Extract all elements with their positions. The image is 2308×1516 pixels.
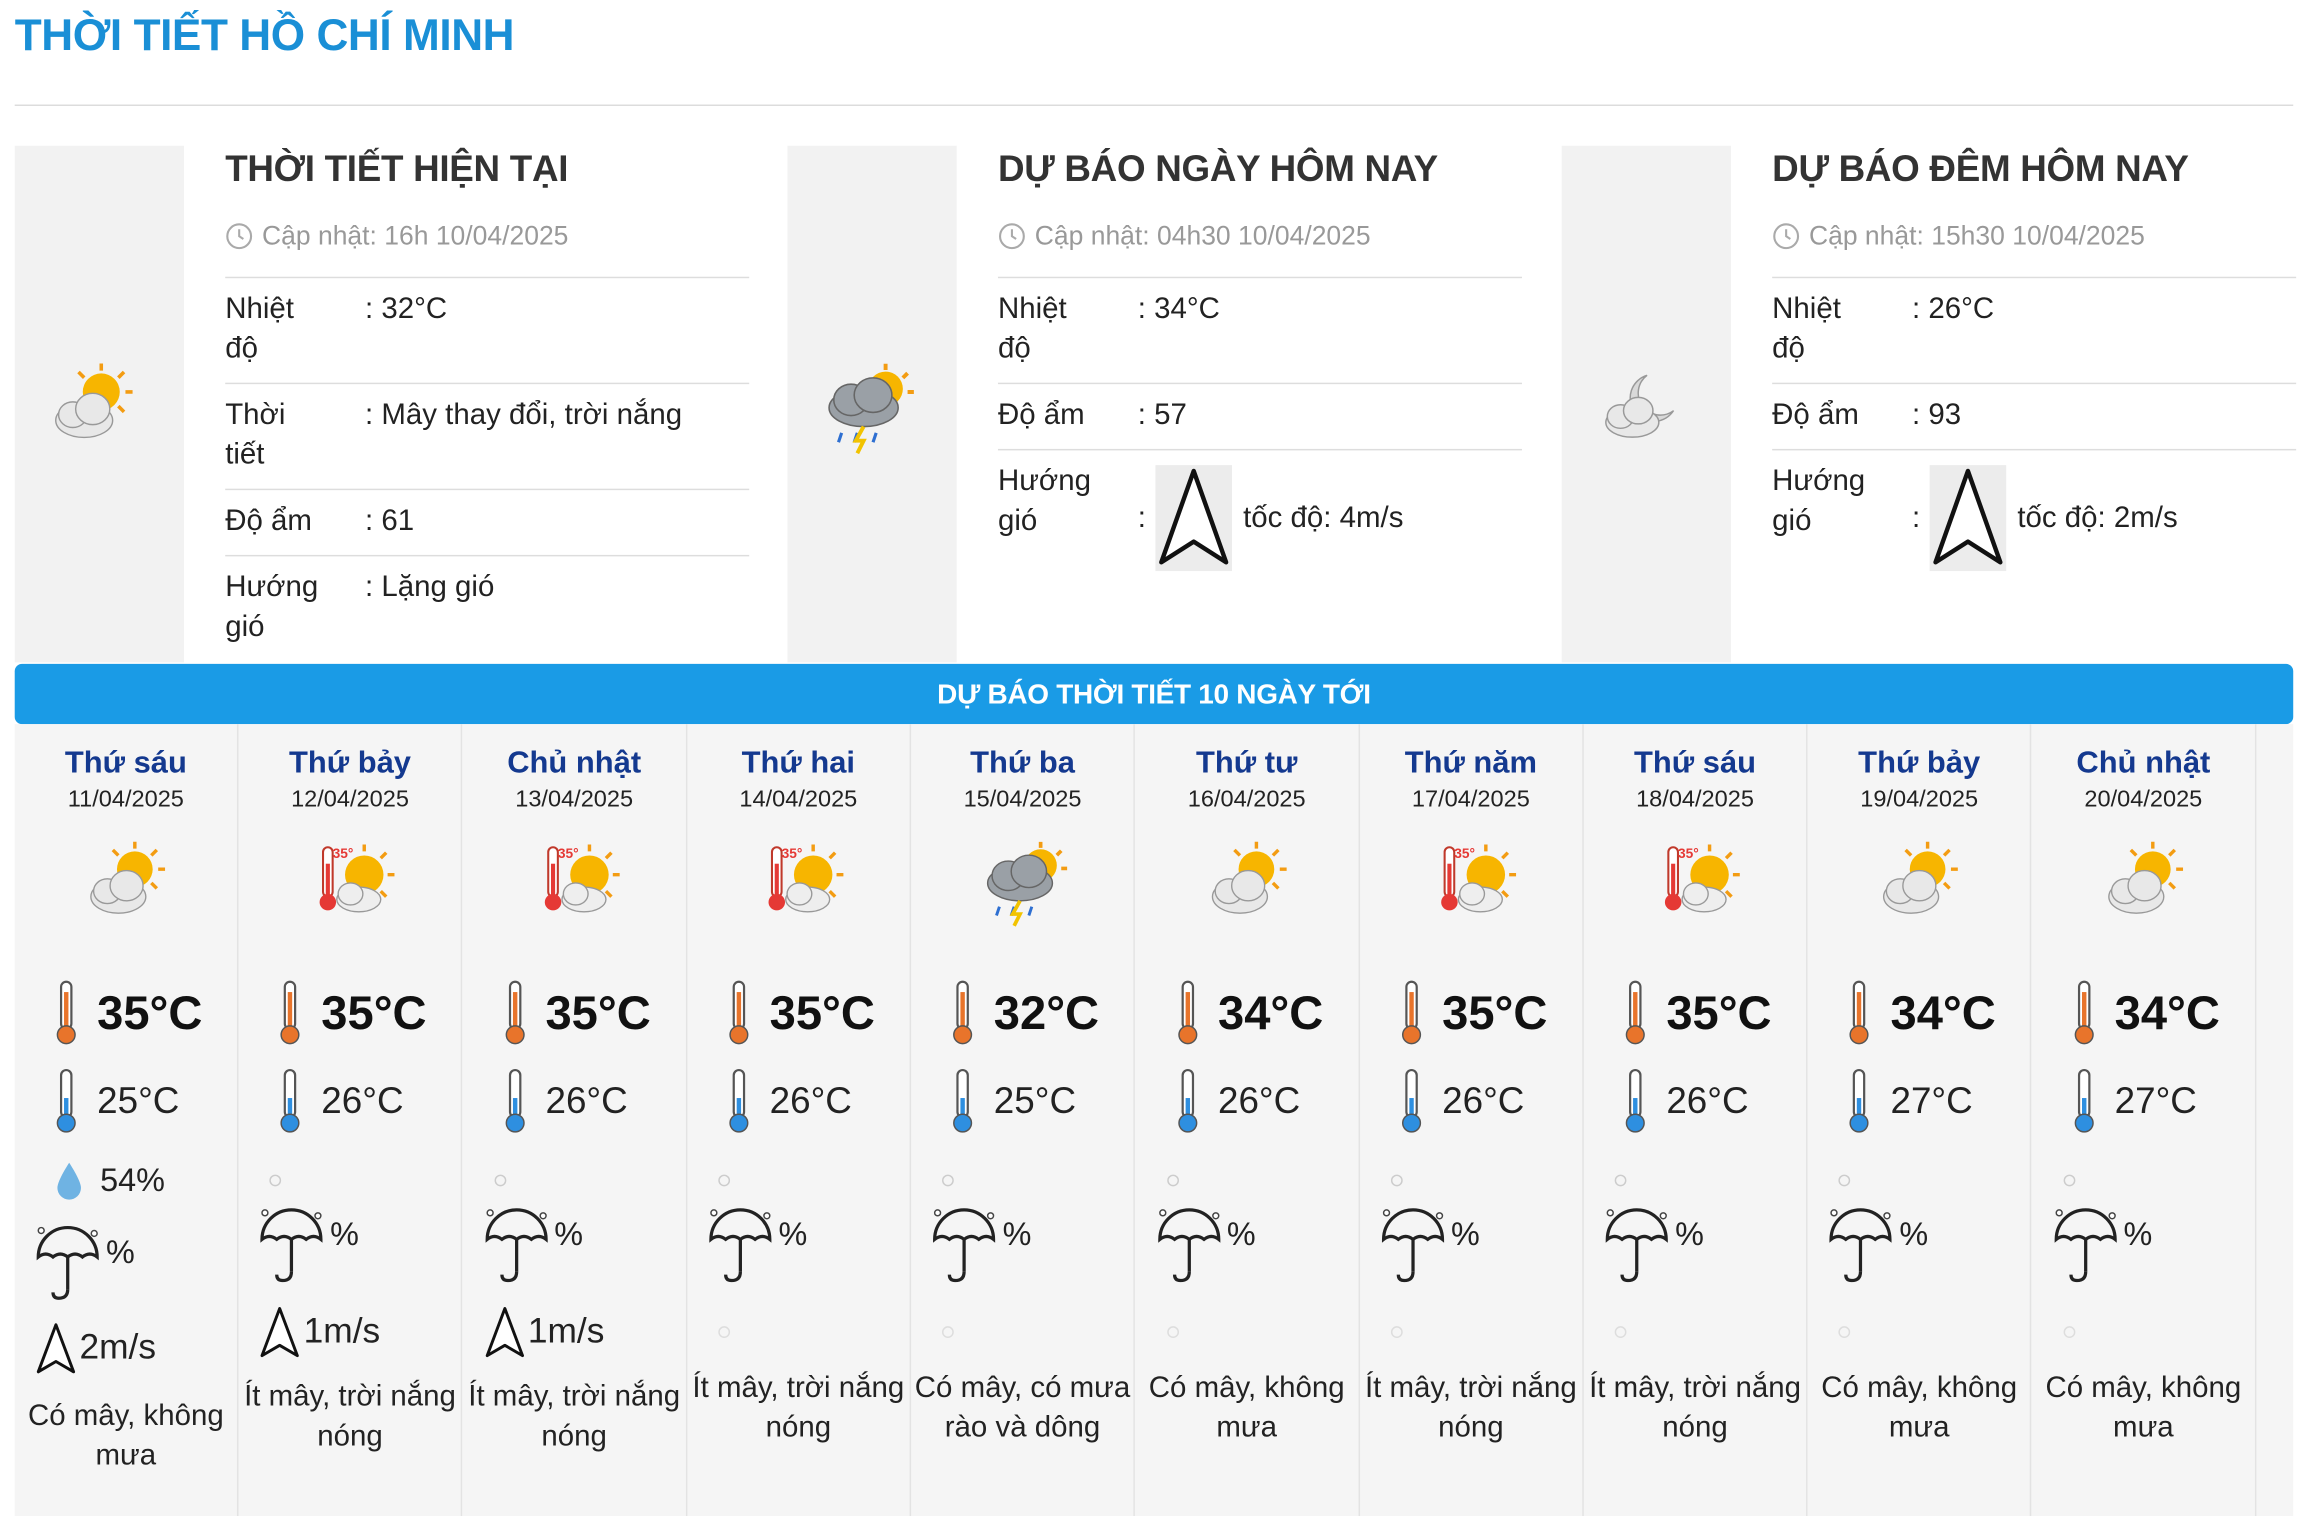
high-temp-value: 35°C xyxy=(321,985,427,1039)
low-temperature xyxy=(1625,1069,1748,1134)
rain-chance-value: % xyxy=(1002,1215,1032,1253)
thermometer-hot-icon xyxy=(504,980,525,1045)
rain-chance xyxy=(481,1204,583,1289)
forecast-day-column xyxy=(239,724,463,1516)
ten-day-forecast-header: DỰ BÁO THỜI TIẾT 10 NGÀY TỚI xyxy=(15,664,2294,724)
low-temp-value: 26°C xyxy=(1666,1079,1749,1121)
low-temperature xyxy=(1401,1069,1524,1134)
day-name: Thứ tư xyxy=(1195,746,1298,781)
forecast-day-column xyxy=(1584,724,1808,1516)
forecast-day-column xyxy=(15,724,239,1516)
high-temp-value: 35°C xyxy=(1442,985,1548,1039)
rain-chance-value: % xyxy=(105,1233,135,1271)
thunderstorm-icon xyxy=(982,839,1070,935)
current-weather-icon-panel xyxy=(15,146,184,663)
hot-sun-icon xyxy=(1430,839,1518,929)
high-temperature xyxy=(280,980,426,1045)
day-name: Thứ ba xyxy=(970,746,1075,781)
thermometer-cold-icon xyxy=(1625,1069,1646,1134)
low-temperature xyxy=(504,1069,627,1134)
wind-placeholder-icon xyxy=(1391,1326,1403,1338)
high-temp-value: 32°C xyxy=(993,985,1100,1039)
day-name: Thứ năm xyxy=(1404,746,1538,781)
day-date: 15/04/2025 xyxy=(963,787,1082,813)
water-drop-icon xyxy=(53,1160,85,1201)
wind-direction-arrow-icon xyxy=(259,1306,300,1359)
update-time xyxy=(225,218,749,253)
card-title: DỰ BÁO NGÀY HÔM NAY xyxy=(997,148,1438,190)
low-temp-value: 27°C xyxy=(1890,1079,1973,1121)
wind-placeholder-icon xyxy=(1166,1326,1178,1338)
wind-placeholder-icon xyxy=(718,1326,730,1338)
row-label: Nhiệt độ xyxy=(225,292,294,366)
day-date: 12/04/2025 xyxy=(291,787,409,813)
high-temp-value: 35°C xyxy=(545,985,651,1039)
rain-chance-value: % xyxy=(2123,1215,2153,1253)
row-value: : 34°C xyxy=(1137,292,1220,326)
temperature-row xyxy=(998,278,1522,384)
humidity-placeholder-icon xyxy=(1839,1175,1851,1187)
wind-direction-arrow-icon xyxy=(35,1322,76,1375)
humidity-row xyxy=(998,384,1522,450)
rain-chance xyxy=(705,1204,807,1289)
thermometer-cold-icon xyxy=(1177,1069,1198,1134)
wind-colon: : xyxy=(1137,501,1146,534)
rain-chance-value: % xyxy=(1226,1215,1256,1253)
high-temp-value: 34°C xyxy=(1217,985,1324,1039)
wind-speed: tốc độ: 2m/s xyxy=(2017,501,2178,534)
rain-chance xyxy=(1153,1204,1255,1289)
thermometer-cold-icon xyxy=(1849,1069,1870,1134)
low-temperature xyxy=(728,1069,851,1134)
rain-chance xyxy=(1377,1204,1479,1289)
row-label: Nhiệt độ xyxy=(1772,292,1841,366)
today-icon-panel xyxy=(787,146,956,663)
high-temperature xyxy=(728,980,874,1045)
rain-chance xyxy=(929,1204,1031,1289)
thermometer-cold-icon xyxy=(504,1069,525,1134)
ten-day-forecast-grid xyxy=(15,724,2294,1516)
tonight-icon-panel xyxy=(1562,146,1731,663)
rain-chance xyxy=(257,1204,359,1289)
low-temp-value: 26°C xyxy=(545,1079,628,1121)
partly-cloudy-sun-icon xyxy=(1879,839,1961,929)
humidity-placeholder-icon xyxy=(1166,1175,1178,1187)
svg-text:35°: 35° xyxy=(781,846,803,862)
day-date: 17/04/2025 xyxy=(1411,787,1530,813)
wind-placeholder-icon xyxy=(1615,1326,1627,1338)
wind-speed xyxy=(484,1306,605,1359)
update-time-text: Cập nhật: 04h30 10/04/2025 xyxy=(1034,220,1371,250)
humidity-placeholder-icon xyxy=(1391,1175,1403,1187)
hot-sun-icon xyxy=(534,839,622,929)
forecast-day-column xyxy=(1360,724,1584,1516)
day-name: Thứ sáu xyxy=(1634,746,1757,781)
update-time xyxy=(998,218,1522,253)
row-value: : 32°C xyxy=(365,292,448,326)
wind-row xyxy=(998,450,1522,582)
rain-chance xyxy=(1602,1204,1704,1289)
low-temperature xyxy=(1177,1069,1300,1134)
rain-chance-value: % xyxy=(1450,1215,1480,1253)
weather-description: Ít mây, trời nắng nóng xyxy=(1364,1371,1577,1444)
day-name: Thứ sáu xyxy=(64,746,187,781)
clock-icon xyxy=(225,222,253,250)
humidity-row xyxy=(1772,384,2296,450)
wind-speed: tốc độ: 4m/s xyxy=(1243,501,1404,534)
thermometer-cold-icon xyxy=(1401,1069,1422,1134)
humidity-placeholder-icon xyxy=(942,1175,954,1187)
thermometer-cold-icon xyxy=(2073,1069,2094,1134)
update-time-text: Cập nhật: 15h30 10/04/2025 xyxy=(1808,220,2145,250)
row-label: Hướng gió xyxy=(1772,465,1866,538)
wind-placeholder-icon xyxy=(1839,1326,1851,1338)
high-temperature xyxy=(56,980,202,1045)
high-temp-value: 35°C xyxy=(769,985,875,1039)
wind-row xyxy=(1772,450,2296,582)
svg-text:35°: 35° xyxy=(333,846,354,862)
humidity xyxy=(53,1160,165,1201)
row-value: : 26°C xyxy=(1911,292,1995,326)
low-temperature xyxy=(1849,1069,1972,1134)
high-temperature xyxy=(1849,980,1995,1045)
high-temperature xyxy=(1177,980,1323,1045)
high-temp-value: 35°C xyxy=(1666,985,1772,1039)
thermometer-hot-icon xyxy=(953,980,974,1045)
umbrella-icon xyxy=(929,1204,1000,1289)
temperature-row xyxy=(225,278,749,384)
high-temperature xyxy=(953,980,1099,1045)
wind-colon: : xyxy=(1911,501,1921,534)
page-title: THỜI TIẾT HỒ CHÍ MINH xyxy=(14,11,515,61)
thermometer-hot-icon xyxy=(1401,980,1422,1045)
wind-direction-arrow-icon xyxy=(484,1306,525,1359)
hot-sun-icon xyxy=(310,839,398,929)
weather-description: Ít mây, trời nắng nóng xyxy=(244,1380,456,1453)
hot-sun-icon xyxy=(1655,839,1743,929)
row-label: Hướng gió xyxy=(225,571,319,644)
low-temp-value: 26°C xyxy=(1217,1079,1301,1121)
weather-description: Ít mây, trời nắng nóng xyxy=(1589,1371,1801,1444)
humidity-placeholder-icon xyxy=(1615,1175,1627,1187)
row-label: Thời tiết xyxy=(225,398,286,472)
umbrella-icon xyxy=(1377,1204,1448,1289)
humidity-placeholder-icon xyxy=(270,1175,282,1187)
day-date: 14/04/2025 xyxy=(739,787,858,813)
wind-speed xyxy=(259,1306,380,1359)
thermometer-hot-icon xyxy=(2073,980,2094,1045)
card-title: DỰ BÁO ĐÊM HÔM NAY xyxy=(1772,148,2189,190)
forecast-day-column xyxy=(2032,724,2256,1516)
thermometer-hot-icon xyxy=(1625,980,1646,1045)
row-label: Độ ẩm xyxy=(1772,398,1859,432)
low-temperature xyxy=(953,1069,1076,1134)
card-title: THỜI TIẾT HIỆN TẠI xyxy=(225,148,569,190)
low-temperature xyxy=(56,1069,179,1134)
temperature-row xyxy=(1772,278,2296,384)
day-date: 16/04/2025 xyxy=(1187,787,1306,813)
high-temp-value: 34°C xyxy=(2114,985,2220,1039)
partly-cloudy-sun-icon xyxy=(50,361,135,446)
humidity-placeholder-icon xyxy=(2063,1175,2075,1187)
low-temp-value: 26°C xyxy=(1442,1079,1525,1121)
umbrella-icon xyxy=(1602,1204,1673,1289)
umbrella-icon xyxy=(1153,1204,1224,1289)
wind-row xyxy=(225,556,749,661)
tonight-forecast-card xyxy=(1562,146,2308,663)
thermometer-hot-icon xyxy=(280,980,301,1045)
low-temperature xyxy=(2073,1069,2196,1134)
rain-chance xyxy=(1826,1204,1928,1289)
current-weather-card xyxy=(15,146,773,663)
umbrella-icon xyxy=(32,1222,103,1307)
high-temperature xyxy=(1625,980,1771,1045)
umbrella-icon xyxy=(2050,1204,2121,1289)
row-value: : Lặng gió xyxy=(365,571,495,604)
day-date: 18/04/2025 xyxy=(1636,787,1754,813)
high-temperature xyxy=(1401,980,1547,1045)
low-temp-value: 26°C xyxy=(769,1079,852,1121)
weather-description: Có mây, không mưa xyxy=(27,1399,224,1472)
high-temp-value: 34°C xyxy=(1890,985,1996,1039)
wind-speed-value: 1m/s xyxy=(527,1311,605,1352)
row-value: : 57 xyxy=(1137,398,1187,432)
thermometer-hot-icon xyxy=(56,980,77,1045)
forecast-day-column xyxy=(687,724,911,1516)
wind-speed-value: 1m/s xyxy=(303,1311,381,1352)
umbrella-icon xyxy=(257,1204,328,1289)
forecast-day-column xyxy=(463,724,687,1516)
thermometer-cold-icon xyxy=(56,1069,77,1134)
day-date: 13/04/2025 xyxy=(515,787,634,813)
day-name: Chủ nhật xyxy=(507,746,642,781)
partly-cloudy-sun-icon xyxy=(85,839,167,929)
svg-text:35°: 35° xyxy=(1453,846,1475,862)
low-temp-value: 25°C xyxy=(97,1079,180,1121)
row-value: : Mây thay đổi, trời nắng xyxy=(365,398,683,432)
day-name: Thứ hai xyxy=(741,746,856,781)
wind-speed xyxy=(35,1322,156,1375)
humidity-row xyxy=(225,490,749,556)
low-temp-value: 27°C xyxy=(2114,1079,2197,1121)
weather-description: Có mây, không mưa xyxy=(1148,1371,1345,1444)
humidity-value: 54% xyxy=(100,1161,165,1199)
day-name: Thứ bảy xyxy=(288,746,412,781)
thermometer-cold-icon xyxy=(953,1069,974,1134)
low-temp-value: 25°C xyxy=(993,1079,1077,1121)
day-name: Thứ bảy xyxy=(1858,746,1981,781)
weather-description: Có mây, không mưa xyxy=(2045,1371,2242,1444)
rain-chance-value: % xyxy=(1899,1215,1929,1253)
humidity-placeholder-icon xyxy=(494,1175,506,1187)
humidity-placeholder-icon xyxy=(718,1175,730,1187)
title-divider xyxy=(15,105,2294,106)
wind-speed-value: 2m/s xyxy=(79,1327,157,1368)
thermometer-hot-icon xyxy=(728,980,749,1045)
clock-icon xyxy=(1772,222,1800,250)
partly-cloudy-sun-icon xyxy=(2103,839,2185,929)
wind-direction-arrow-icon xyxy=(1152,462,1234,574)
weather-description: Ít mây, trời nắng nóng xyxy=(692,1371,905,1444)
row-value: : 61 xyxy=(365,504,415,538)
low-temperature xyxy=(280,1069,403,1134)
weather-description: Có mây, không mưa xyxy=(1821,1371,2018,1444)
weather-description: Có mây, có mưa rào và dông xyxy=(914,1371,1131,1444)
row-label: Độ ẩm xyxy=(225,504,312,538)
high-temperature xyxy=(2073,980,2219,1045)
hot-sun-icon xyxy=(758,839,846,929)
day-name: Chủ nhật xyxy=(2076,746,2211,781)
umbrella-icon xyxy=(1826,1204,1897,1289)
condition-row xyxy=(225,384,749,490)
umbrella-icon xyxy=(705,1204,776,1289)
rain-chance-value: % xyxy=(330,1215,359,1253)
svg-text:35°: 35° xyxy=(1678,846,1699,862)
wind-placeholder-icon xyxy=(2063,1326,2075,1338)
day-date: 11/04/2025 xyxy=(67,787,184,813)
thermometer-hot-icon xyxy=(1177,980,1198,1045)
thermometer-cold-icon xyxy=(728,1069,749,1134)
moon-cloud-icon xyxy=(1597,364,1685,452)
svg-text:35°: 35° xyxy=(557,846,579,862)
wind-direction-arrow-icon xyxy=(1926,462,2008,574)
low-temp-value: 26°C xyxy=(321,1079,404,1121)
update-time-text: Cập nhật: 16h 10/04/2025 xyxy=(261,220,569,250)
today-forecast-card xyxy=(787,146,1545,663)
high-temp-value: 35°C xyxy=(97,985,203,1039)
partly-cloudy-sun-icon xyxy=(1206,839,1288,929)
forecast-day-column xyxy=(1136,724,1360,1516)
clock-icon xyxy=(998,222,1026,250)
rain-chance-value: % xyxy=(554,1215,584,1253)
row-value: : 93 xyxy=(1911,398,1962,432)
rain-chance-value: % xyxy=(1675,1215,1704,1253)
thunderstorm-icon xyxy=(823,361,917,455)
rain-chance xyxy=(2050,1204,2152,1289)
rain-chance-value: % xyxy=(778,1215,808,1253)
weather-description: Ít mây, trời nắng nóng xyxy=(468,1380,681,1453)
day-date: 20/04/2025 xyxy=(2084,787,2203,813)
rain-chance xyxy=(32,1222,134,1307)
row-label: Độ ẩm xyxy=(997,398,1085,432)
high-temperature xyxy=(504,980,650,1045)
thermometer-cold-icon xyxy=(280,1069,301,1134)
day-date: 19/04/2025 xyxy=(1860,787,1979,813)
row-label: Hướng gió xyxy=(997,465,1091,538)
thermometer-hot-icon xyxy=(1849,980,1870,1045)
row-label: Nhiệt độ xyxy=(997,292,1067,366)
forecast-day-column xyxy=(1808,724,2032,1516)
wind-placeholder-icon xyxy=(942,1326,954,1338)
forecast-day-column xyxy=(911,724,1135,1516)
update-time xyxy=(1772,218,2296,253)
umbrella-icon xyxy=(481,1204,552,1289)
